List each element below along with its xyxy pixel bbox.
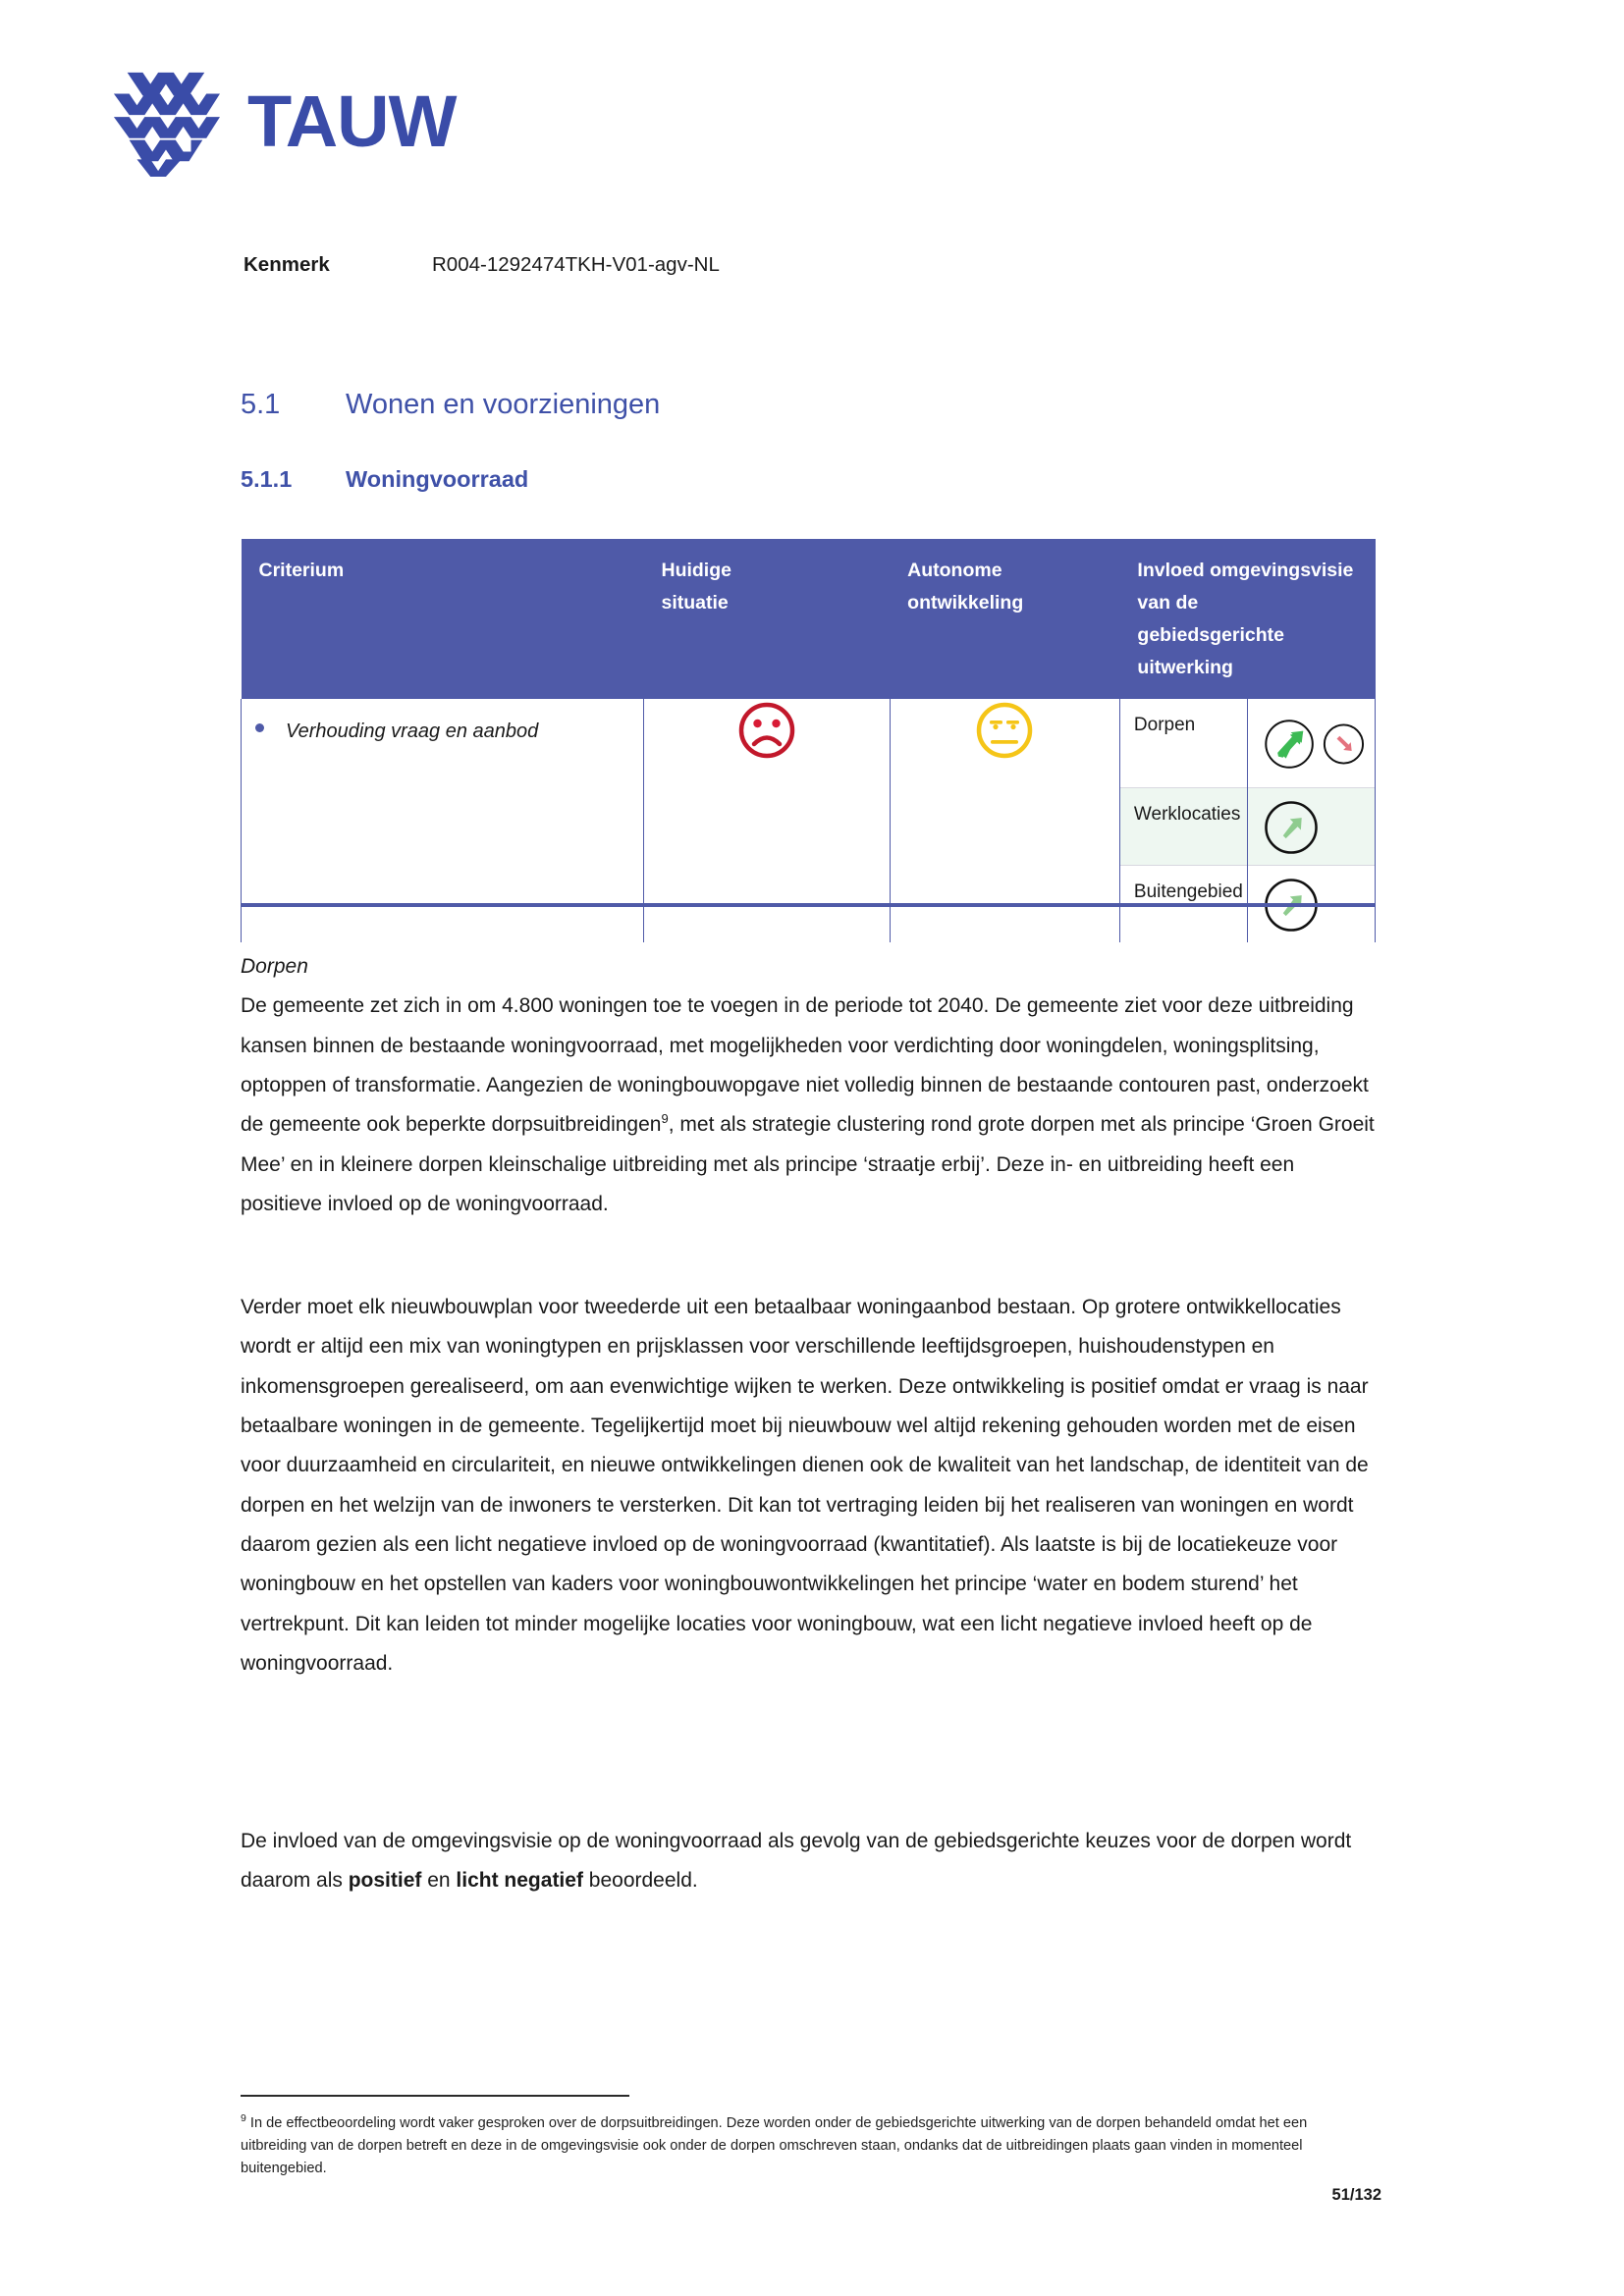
column-header-autonome-line1: Autonome [907,560,1002,581]
section-number: 5.1 [241,389,281,420]
section-heading [241,389,660,421]
footnote-marker-inline: 9 [661,1111,669,1127]
subsection-number: 5.1.1 [241,466,293,492]
subrow-label: Dorpen [1133,714,1196,735]
table-header-row [242,539,1376,699]
subsection-heading [241,466,528,493]
column-header-invloed-line2: gebiedsgerichte uitwerking [1137,624,1284,679]
arrow-down-right-red-small-icon [1323,717,1365,772]
paragraph-3-text-c: beoordeeld. [582,1869,698,1893]
table-bottom-rule [241,903,1376,907]
assessment-table [241,539,1376,942]
tauw-logo [106,67,456,177]
page-number: 51/132 [1331,2186,1381,2204]
kenmerk-value: R004-1292474TKH-V01-agv-NL [432,253,720,276]
column-header-criterium [242,539,644,699]
paragraph-3-text-a: De invloed van de omgevingsvisie op de woningvoorraad als gevolg van de gebiedsgerichte keuzes voor de dorpen wordt daarom als [241,1830,1352,1893]
verdict-licht-negatief: licht negatief [456,1869,583,1893]
bullet-icon [255,723,264,732]
column-header-autonome-ontwikkeling [890,539,1119,699]
paragraph-subheading-dorpen: Dorpen [241,955,308,978]
footnote-block [241,2112,1375,2180]
sad-face-icon [735,699,798,762]
kenmerk-line [244,253,720,277]
arrow-up-right-green-small-icon [1264,800,1319,855]
paragraph-conclusie [241,1822,1375,1901]
footnote-separator [241,2095,629,2097]
subrow-icons-cell [1247,787,1375,865]
paragraph-1-text-a: De gemeente zet zich in om 4.800 woningen toe te voegen in de periode tot 2040. De gemeente ziet voor deze uitbreiding kansen binnen de bestaande woningvoorraad, met mogelijkheden voor verdichting door woningdelen, woningsplitsing, optoppen of transformatie. Aangezien de woningbouwopgave niet volledig binnen de bestaande contouren past, onderzoekt de gemeente ook beperkte dorpsuitbreidingen [241,994,1369,1137]
subrow-label-cell [1119,699,1247,788]
subrow-label: Buitengebied [1133,881,1243,902]
column-header-huidige-situatie [643,539,890,699]
paragraph-betaalbaar-woningaanbod: Verder moet elk nieuwbouwplan voor tweederde uit een betaalbaar woningaanbod bestaan. Op grotere ontwikkellocaties wordt er altijd een mix van woningtypen en prijsklassen voor verschillende leeftijdsgroepen, huishoudenstypen en inkomensgroepen gerealiseerd, om aan evenwichtige wijken te werken. Deze ontwikkeling is positief omdat er vraag is naar betaalbare woningen in de gemeente. Tegelijkertijd moet bij nieuwbouw wel altijd rekening gehouden worden met de eisen voor duurzaamheid en circulariteit, en nieuwe ontwikkelingen dienen ook de kwaliteit van het landschap, de identiteit van de dorpen en het welzijn van de inwoners te versterken. Dit kan tot vertraging leiden bij het realiseren van woningen en wordt daarom gezien als een licht negatieve invloed op de woningvoorraad (kwantitatief). Als laatste is bij de locatiekeuze voor woningbouw en het opstellen van kaders voor woningbouwontwikkelingen het principe ‘water en bodem sturend’ het vertrekpunt. Dit kan leiden tot minder mogelijke locaties voor woningbouw, wat een licht negatieve invloed heeft op de woningvoorraad. [241,1296,1369,1675]
paragraph-3-text-b: en [421,1869,457,1893]
arrow-up-right-green-large-icon [1264,711,1315,777]
neutral-face-icon [973,699,1036,762]
subrow-label-cell [1119,787,1247,865]
verdict-positief: positief [348,1869,422,1893]
tauw-chevron-lattice-logo-icon [106,67,222,177]
subrow-label: Werklocaties [1133,803,1241,825]
column-header-invloed-omgevingsvisie [1119,539,1375,699]
column-header-autonome-line2: ontwikkeling [907,592,1024,614]
column-header-invloed-line1: Invloed omgevingsvisie van de [1137,560,1354,614]
table-row [242,699,1376,788]
footnote-text: In de effectbeoordeling wordt vaker gesproken over de dorpsuitbreidingen. Deze worden onder de gebiedsgerichte uitwerking van de dorpen behandeld omdat het een uitbreiding van de dorpen betreft en deze in de omgevingsvisie ook onder de dorpen omschreven staan, ondanks dat de uitbreidingen plaats gaan vinden in momenteel buitengebied. [241,2115,1308,2177]
column-header-huidige-line1: Huidige [661,560,731,581]
paragraph-dorpen [241,947,1375,1224]
kenmerk-label: Kenmerk [244,253,330,276]
table-header [242,539,1376,699]
paragraph-1-text-b: , met als strategie clustering rond grote dorpen met als principe ‘Groen Groeit Mee’ en in kleinere dorpen kleinschalige uitbreiding met als principe ‘straatje erbij’. Deze in- en uitbreiding heeft een positieve invloed op de woningvoorraad. [241,1113,1375,1215]
subrow-icons-cell [1247,699,1375,788]
subsection-title: Woningvoorraad [346,466,529,492]
footnote-number: 9 [241,2112,246,2125]
tauw-wordmark: TAUW [247,80,457,162]
criterion-label: Verhouding vraag en aanbod [286,720,539,742]
column-header-huidige-line2: situatie [661,592,729,614]
section-title: Wonen en voorzieningen [346,389,661,420]
column-header-criterium-label: Criterium [258,560,345,581]
